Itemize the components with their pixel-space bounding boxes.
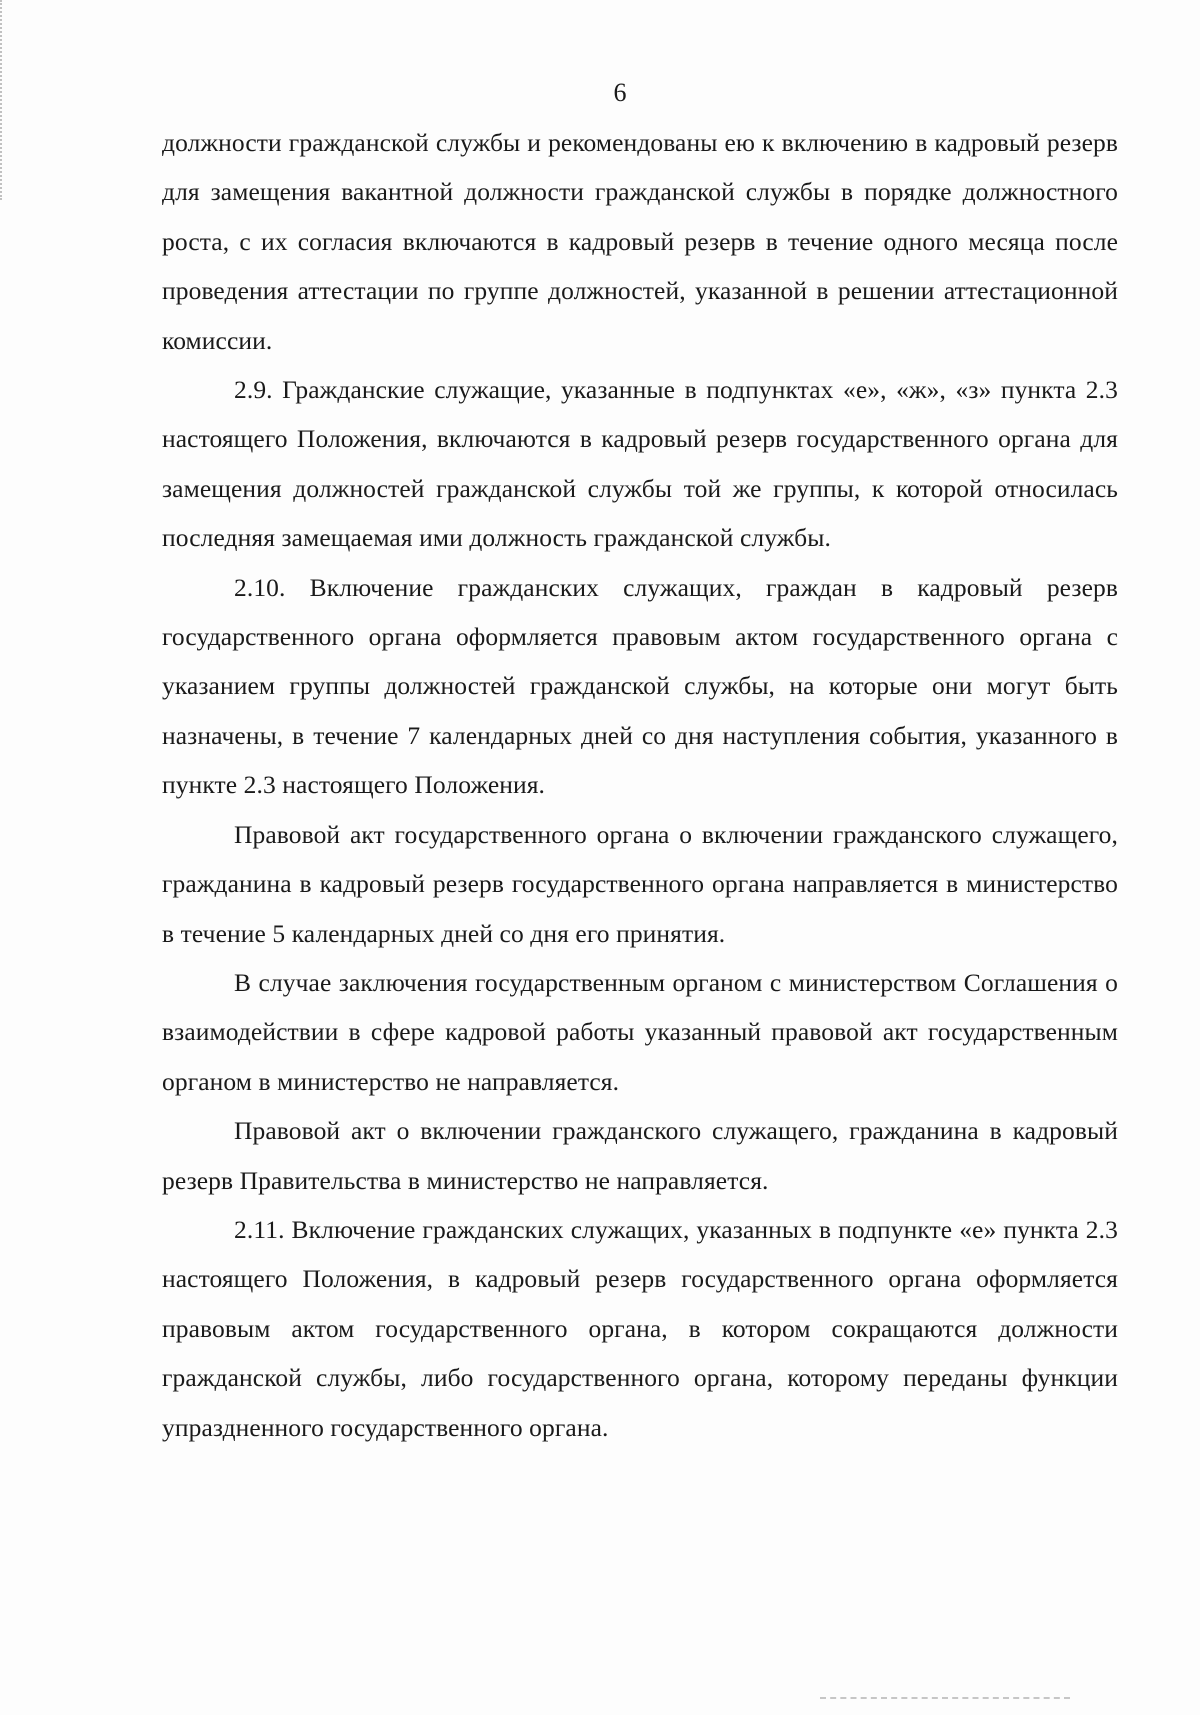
document-body [162,118,1118,1452]
paragraph-2-9: 2.9. Гражданские служащие, указанные в подпунктах «е», «ж», «з» пункта 2.3 настоящего Положения, включаются в кадровый резерв государственного органа для замещения должностей гражданской службы той же группы, к которой относилась последняя замещаемая ими должность гражданской службы. [162,375,1118,553]
paragraph-agreement-exception: В случае заключения государственным органом с министерством Соглашения о взаимодействии в сфере кадровой работы указанный правовой акт государственным органом в министерство не направляется. [162,967,1118,1096]
paragraph-continuation: должности гражданской службы и рекомендованы ею к включению в кадровый резерв для замещения вакантной должности гражданской службы в порядке должностного роста, с их согласия включаются в кадровый резерв в течение одного месяца после проведения аттестации по группе должностей, указанной в решении аттестационной комиссии. [162,128,1118,355]
paragraph-2-11: 2.11. Включение гражданских служащих, указанных в подпункте «е» пункта 2.3 настоящего Положения, в кадровый резерв государственного органа оформляется правовым актом государственного органа, в котором сокращаются должности гражданской службы, либо государственного органа, которому переданы функции упраздненного государственного органа. [162,1214,1118,1442]
page-number: 6 [613,78,627,107]
scan-bottom-artifact [820,1697,1070,1703]
paragraph-2-10: 2.10. Включение гражданских служащих, граждан в кадровый резерв государственного органа оформляется правовым актом государственного органа с указанием группы должностей гражданской службы, на которые они могут быть назначены, в течение 7 календарных дней со дня наступления события, указанного в пункте 2.3 настоящего Положения. [162,572,1118,800]
paragraph-government-reserve: Правовой акт о включении гражданского служащего, гражданина в кадровый резерв Правительства в министерство не направляется. [162,1116,1118,1195]
paragraph-legal-act-sending: Правовой акт государственного органа о включении гражданского служащего, гражданина в кадровый резерв государственного органа направляется в министерство в течение 5 календарных дней со дня его принятия. [162,819,1118,948]
